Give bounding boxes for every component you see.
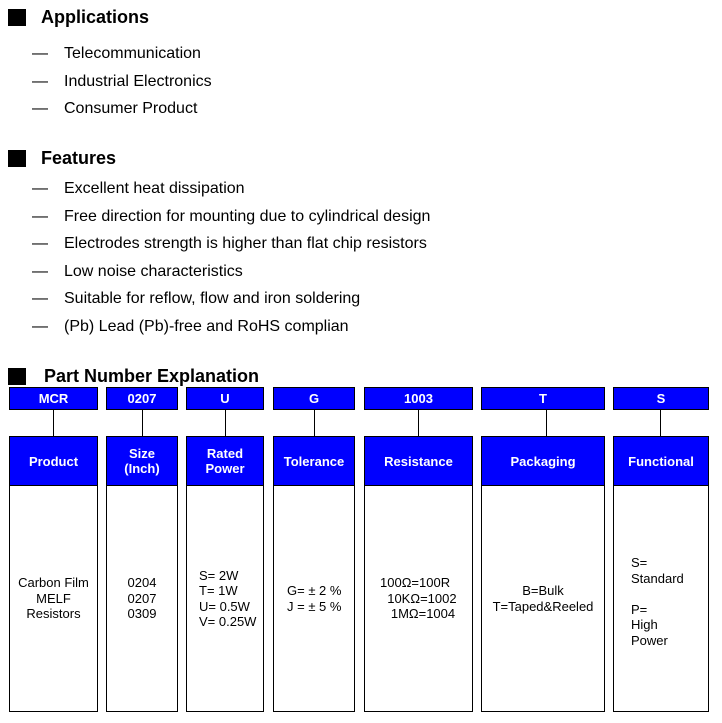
connector-line	[225, 410, 226, 436]
square-bullet-icon	[8, 9, 26, 26]
header-tolerance: Tolerance	[273, 436, 355, 486]
body-functional: S= Standard P= High Power	[613, 486, 709, 712]
features-title: Features	[41, 147, 117, 168]
code-box-mcr: MCR	[9, 387, 98, 410]
connector-line	[418, 410, 419, 436]
body-tolerance: G= ± 2 % J = ± 5 %	[273, 486, 355, 712]
dash-bullet: —	[32, 100, 48, 118]
dash-bullet: —	[32, 290, 48, 308]
body-packaging: B=Bulk T=Taped&Reeled	[481, 486, 605, 712]
header-rated-power: Rated Power	[186, 436, 264, 486]
square-bullet-icon	[8, 150, 26, 167]
header-size: Size (Inch)	[106, 436, 178, 486]
dash-bullet: —	[32, 207, 48, 225]
body-product: Carbon Film MELF Resistors	[9, 486, 98, 712]
connector-line	[314, 410, 315, 436]
connector-line	[660, 410, 661, 436]
dash-bullet: —	[32, 235, 48, 253]
dash-bullet: —	[32, 72, 48, 90]
code-box-functional: S	[613, 387, 709, 410]
header-product: Product	[9, 436, 98, 486]
applications-title: Applications	[41, 6, 150, 27]
code-box-rated-power: U	[186, 387, 264, 410]
connector-line	[546, 410, 547, 436]
applications-heading	[8, 6, 149, 28]
part-number-heading	[8, 365, 259, 387]
header-resistance: Resistance	[364, 436, 473, 486]
code-box-resistance: 1003	[364, 387, 473, 410]
body-size: 0204 0207 0309	[106, 486, 178, 712]
dash-bullet: —	[32, 317, 48, 335]
header-functional: Functional	[613, 436, 709, 486]
dash-bullet: —	[32, 262, 48, 280]
body-resistance: 100Ω=100R 10KΩ=1002 1MΩ=1004	[364, 486, 473, 712]
code-box-size: 0207	[106, 387, 178, 410]
code-box-packaging: T	[481, 387, 605, 410]
dash-bullet: —	[32, 45, 48, 62]
header-packaging: Packaging	[481, 436, 605, 486]
square-bullet-icon	[8, 368, 26, 385]
part-number-title: Part Number Explanation	[44, 365, 260, 386]
code-box-tolerance: G	[273, 387, 355, 410]
connector-line	[142, 410, 143, 436]
dash-bullet: —	[32, 180, 48, 197]
body-rated-power: S= 2W T= 1W U= 0.5W V= 0.25W	[186, 486, 264, 712]
features-heading	[8, 147, 116, 169]
connector-line	[53, 410, 54, 436]
